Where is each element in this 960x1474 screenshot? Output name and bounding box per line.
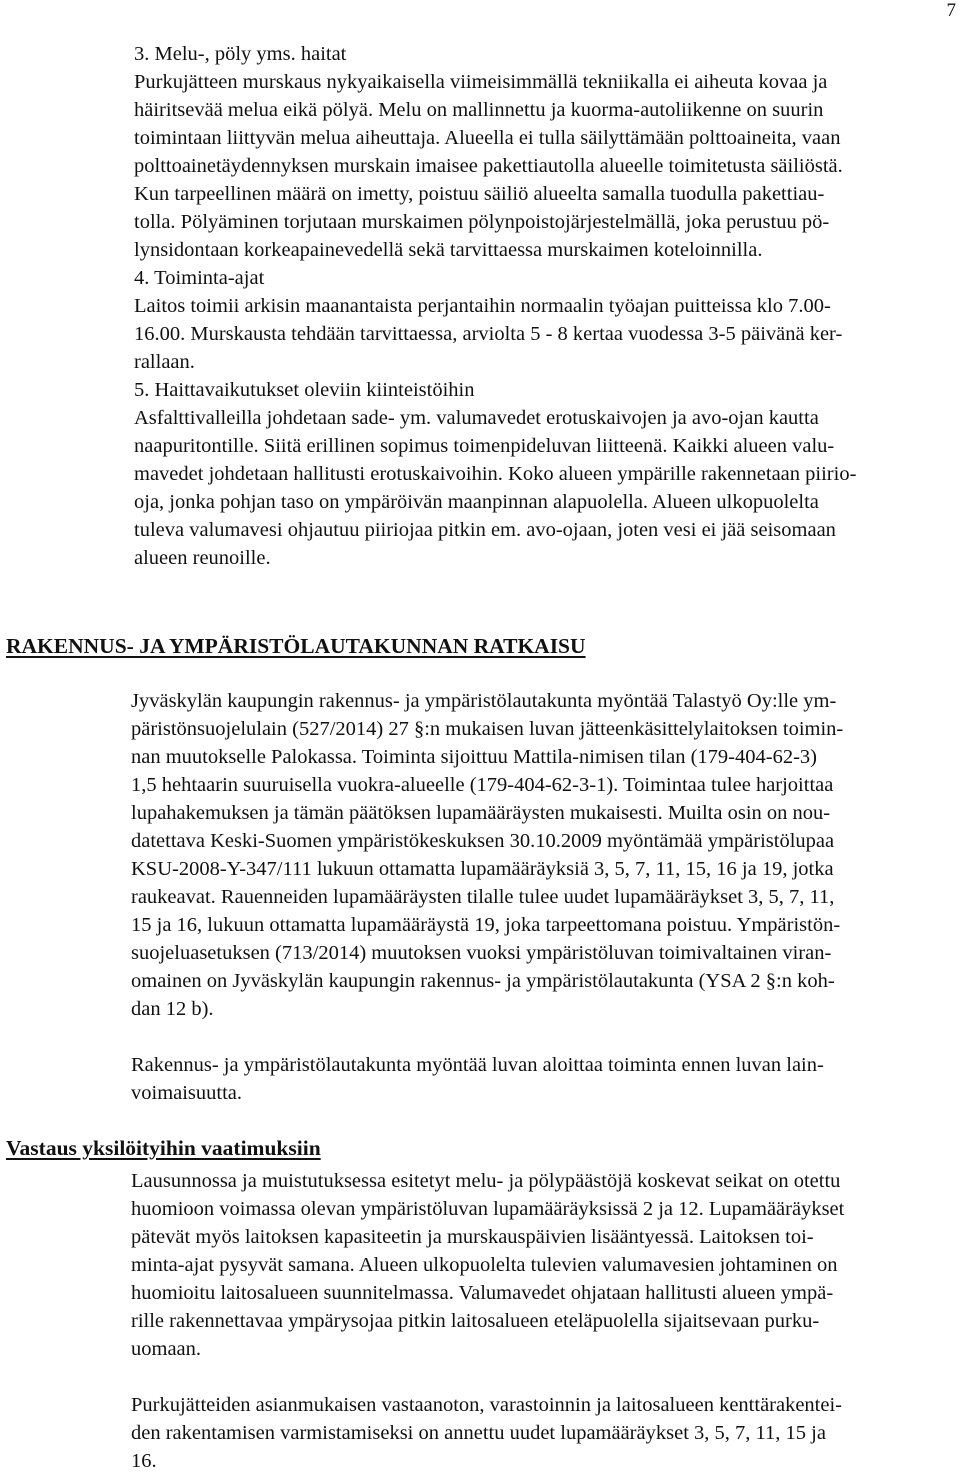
decision-text-line: KSU-2008-Y-347/111 lukuun ottamatta lupamääräyksiä 3, 5, 7, 11, 15, 16 ja 19, jotka bbox=[131, 858, 834, 880]
page-number: 7 bbox=[946, 0, 956, 21]
decision-text-line: raukeavat. Rauenneiden lupamääräysten tilalle tulee uudet lupamääräykset 3, 5, 7, 11, bbox=[131, 886, 835, 908]
section-5-text-line: alueen reunoille. bbox=[134, 547, 271, 569]
decision-text-line: nan muutokselle Palokassa. Toiminta sijoittuu Mattila-nimisen tilan (179-404-62-3) bbox=[131, 746, 817, 768]
decision-text-line: lupahakemuksen ja tämän päätöksen lupamääräysten mukaisesti. Muilta osin on nou- bbox=[131, 802, 831, 824]
decision-text-line: päristönsuojelulain (527/2014) 27 §:n mukaisen luvan jätteenkäsittelylaitoksen toimin- bbox=[131, 718, 844, 740]
decision-text-line: suojeluasetuksen (713/2014) muutoksen vuoksi ympäristöluvan toimivaltainen viran- bbox=[131, 942, 832, 964]
decision-text-line: Rakennus- ja ympäristölautakunta myöntää luvan aloittaa toiminta ennen luvan lain- bbox=[131, 1054, 824, 1076]
section-4-heading: 4. Toiminta-ajat bbox=[134, 267, 265, 289]
section-3-text-line: lynsidontaan korkeapainevedellä sekä tarvittaessa murskaimen koteloinnilla. bbox=[134, 239, 763, 261]
decision-text-line: Jyväskylän kaupungin rakennus- ja ympäristölautakunta myöntää Talastyö Oy:lle ym- bbox=[131, 690, 837, 712]
demands-text-line: den rakentamisen varmistamiseksi on annettu uudet lupamääräykset 3, 5, 7, 11, 15 ja bbox=[131, 1422, 826, 1444]
demands-text-line: rille rakennettavaa ympärysojaa pitkin laitosalueen eteläpuolella sijaitsevaan purku- bbox=[131, 1310, 820, 1332]
section-4-text-line: 16.00. Murskausta tehdään tarvittaessa, arviolta 5 - 8 kertaa vuodessa 3-5 päivänä ker- bbox=[134, 323, 843, 345]
section-4-text-line: rallaan. bbox=[134, 351, 195, 373]
section-5-heading: 5. Haittavaikutukset oleviin kiinteistöihin bbox=[134, 379, 475, 401]
demands-text-line: Lausunnossa ja muistutuksessa esitetyt melu- ja pölypäästöjä koskevat seikat on otettu bbox=[131, 1170, 841, 1192]
section-3-text-line: polttoainetäydennyksen murskain imaisee pakettiautolla alueelle toimitetusta säiliöstä. bbox=[134, 155, 843, 177]
section-5-text-line: oja, jonka pohjan taso on ympäröivän maanpinnan alapuolella. Alueen ulkopuolelta bbox=[134, 491, 819, 513]
decision-text-line: omainen on Jyväskylän kaupungin rakennus- ja ympäristölautakunta (YSA 2 §:n koh- bbox=[131, 970, 835, 992]
demands-text-line: huomioon voimassa olevan ympäristöluvan lupamääräyksissä 2 ja 12. Lupamääräykset bbox=[131, 1198, 845, 1220]
section-5-text-line: Asfalttivalleilla johdetaan sade- ym. valumavedet erotuskaivojen ja avo-ojan kautta bbox=[134, 407, 819, 429]
demands-text-line: 16. bbox=[131, 1450, 157, 1472]
demands-text-line: pätevät myös laitoksen kapasiteetin ja murskauspäivien lisääntyessä. Laitoksen toi- bbox=[131, 1226, 814, 1248]
section-3-heading: 3. Melu-, pöly yms. haitat bbox=[134, 43, 347, 65]
decision-text-line: 1,5 hehtaarin suuruisella vuokra-alueelle (179-404-62-3-1). Toimintaa tulee harjoittaa bbox=[131, 774, 834, 796]
decision-text-line: datettava Keski-Suomen ympäristökeskuksen 30.10.2009 myöntämää ympäristölupaa bbox=[131, 830, 835, 852]
decision-text-line: voimaisuutta. bbox=[131, 1082, 243, 1104]
section-5-text-line: naapuritontille. Siitä erillinen sopimus toimenpideluvan liitteenä. Kaikki alueen valu- bbox=[134, 435, 835, 457]
section-5-text-line: mavedet johdetaan hallitusti erotuskaivoihin. Koko alueen ympärille rakennetaan piirio- bbox=[134, 463, 857, 485]
demands-text-line: minta-ajat pysyvät samana. Alueen ulkopuolelta tulevien valumavesien johtaminen on bbox=[131, 1254, 838, 1276]
demands-text-line: Purkujätteiden asianmukaisen vastaanoton, varastoinnin ja laitosalueen kenttärakentei- bbox=[131, 1394, 843, 1416]
decision-heading: RAKENNUS- JA YMPÄRISTÖLAUTAKUNNAN RATKAISU bbox=[6, 634, 586, 658]
decision-text-line: dan 12 b). bbox=[131, 998, 214, 1020]
decision-text-line: 15 ja 16, lukuun ottamatta lupamääräystä 19, joka tarpeettomana poistuu. Ympäristön- bbox=[131, 914, 841, 936]
section-3-text-line: tolla. Pölyäminen torjutaan murskaimen pölynpoistojärjestelmällä, joka perustuu pö- bbox=[134, 211, 830, 233]
section-5-text-line: tuleva valumavesi ohjautuu piiriojaa pitkin em. avo-ojaan, joten vesi ei jää seisomaan bbox=[134, 519, 836, 541]
section-3-text-line: Purkujätteen murskaus nykyaikaisella viimeisimmällä tekniikalla ei aiheuta kovaa ja bbox=[134, 71, 828, 93]
section-4-text-line: Laitos toimii arkisin maanantaista perjantaihin normaalin työajan puitteissa klo 7.00- bbox=[134, 295, 831, 317]
demands-text-line: uomaan. bbox=[131, 1338, 202, 1360]
section-3-text-line: toimintaan liittyvän melua aiheuttaja. Alueella ei tulla säilyttämään polttoaineita, vaan bbox=[134, 127, 841, 149]
section-3-text-line: Kun tarpeellinen määrä on imetty, poistuu säiliö alueelta samalla tuodulla pakettiau- bbox=[134, 183, 825, 205]
section-3-text-line: häiritsevää melua eikä pölyä. Melu on mallinnettu ja kuorma-autoliikenne on suurin bbox=[134, 99, 824, 121]
demands-heading: Vastaus yksilöityihin vaatimuksiin bbox=[6, 1136, 321, 1160]
demands-text-line: huomioitu laitosalueen suunnitelmassa. Valumavedet ohjataan hallitusti alueen ympä- bbox=[131, 1282, 834, 1304]
